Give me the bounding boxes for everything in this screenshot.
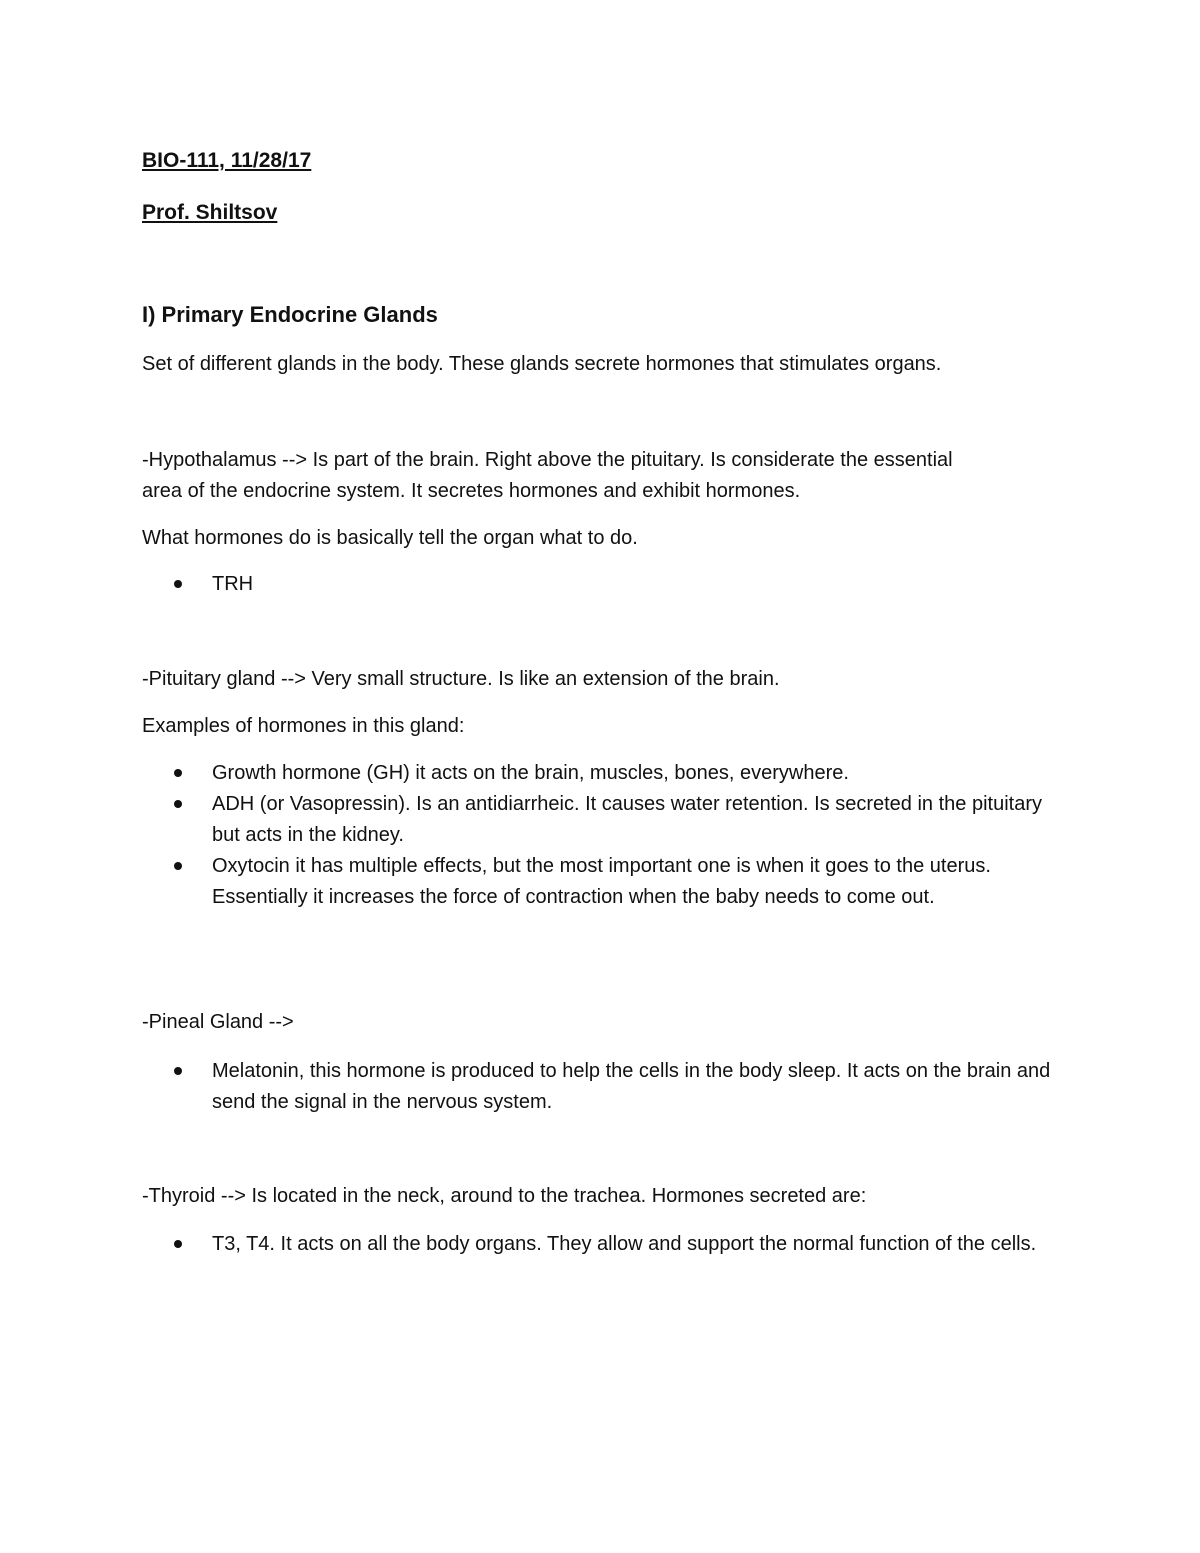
list-item: ADH (or Vasopressin). Is an antidiarrheic. It causes water retention. Is secreted in the pituitary but acts in the kidney. <box>212 793 1042 846</box>
section-intro: Set of different glands in the body. These glands secrete hormones that stimulates organs. <box>142 353 942 375</box>
course-date-heading: BIO-111, 11/28/17 <box>142 149 312 172</box>
bullet-icon <box>172 1240 184 1252</box>
hypothalamus-line-1: -Hypothalamus --> Is part of the brain. Right above the pituitary. Is considerate the essential <box>142 449 953 471</box>
pituitary-line-1: -Pituitary gland --> Very small structure. Is like an extension of the brain. <box>142 668 780 690</box>
bullet-icon <box>172 800 184 812</box>
hypothalamus-note: What hormones do is basically tell the organ what to do. <box>142 527 638 549</box>
list-item: Growth hormone (GH) it acts on the brain, muscles, bones, everywhere. <box>212 762 849 784</box>
bullet-icon <box>172 862 184 874</box>
thyroid-line-1: -Thyroid --> Is located in the neck, around to the trachea. Hormones secreted are: <box>142 1185 867 1207</box>
bullet-icon <box>172 580 184 592</box>
professor-heading: Prof. Shiltsov <box>142 201 278 224</box>
bullet-icon <box>172 769 184 781</box>
pituitary-examples-label: Examples of hormones in this gland: <box>142 715 465 737</box>
bullet-icon <box>172 1067 184 1079</box>
pineal-line-1: -Pineal Gland --> <box>142 1011 294 1033</box>
list-item: Oxytocin it has multiple effects, but the most important one is when it goes to the uterus. Essentially it increases the force of contraction when the baby needs to come out. <box>212 855 991 908</box>
list-item: Melatonin, this hormone is produced to help the cells in the body sleep. It acts on the brain and send the signal in the nervous system. <box>212 1060 1051 1113</box>
list-item: TRH <box>212 573 254 595</box>
section-title: I) Primary Endocrine Glands <box>142 302 438 327</box>
hypothalamus-line-2: area of the endocrine system. It secretes hormones and exhibit hormones. <box>142 480 801 502</box>
list-item: T3, T4. It acts on all the body organs. They allow and support the normal function of the cells. <box>212 1233 1037 1255</box>
